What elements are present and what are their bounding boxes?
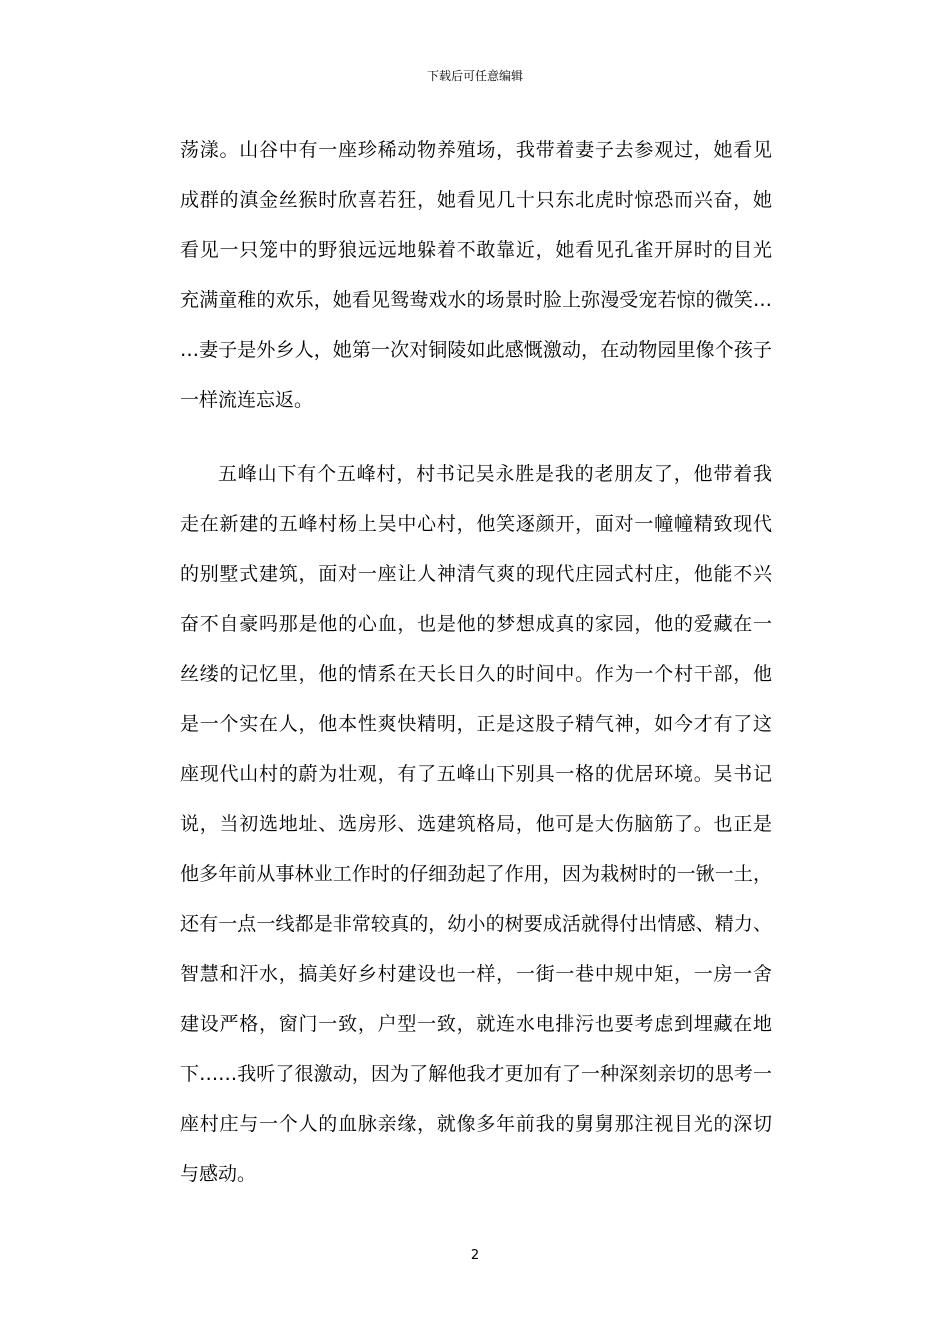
paragraph-1 — [180, 130, 772, 430]
text-line: 荡漾。山谷中有一座珍稀动物养殖场，我带着妻子去参观过，她看见 — [180, 139, 772, 161]
paragraph-spacer — [180, 430, 772, 454]
page-number: 2 — [470, 1248, 480, 1263]
text-line: 说，当初选地址、选房形、选建筑格局，他可是大伤脑筋了。也正是 — [180, 813, 772, 835]
text-line: 与感动。 — [180, 1163, 257, 1185]
text-line: 走在新建的五峰村杨上吴中心村，他笑逐颜开，面对一幢幢精致现代 — [180, 513, 772, 535]
text-line: 看见一只笼中的野狼远远地躲着不敢靠近，她看见孔雀开屏时的目光 — [180, 239, 772, 261]
text-line: 座现代山村的蔚为壮观，有了五峰山下别具一格的优居环境。吴书记 — [180, 763, 772, 785]
text-line: 座村庄与一个人的血脉亲缘，就像多年前我的舅舅那注视目光的深切 — [180, 1113, 772, 1135]
text-line: 下……我听了很激动，因为了解他我才更加有了一种深刻亲切的思考一 — [180, 1063, 772, 1085]
text-line: 还有一点一线都是非常较真的，幼小的树要成活就得付出情感、精力、 — [180, 913, 772, 935]
text-line: 一样流连忘返。 — [180, 389, 314, 411]
text-line: 五峰山下有个五峰村，村书记吴永胜是我的老朋友了，他带着我 — [218, 463, 772, 485]
page-header: 下载后可任意编辑 — [426, 69, 523, 83]
text-line: 是一个实在人，他本性爽快精明，正是这股子精气神，如今才有了这 — [180, 713, 772, 735]
text-line: 奋不自豪吗那是他的心血，也是他的梦想成真的家园，他的爱藏在一 — [180, 613, 772, 635]
document-body — [180, 130, 772, 1204]
text-line: 他多年前从事林业工作时的仔细劲起了作用，因为栽树时的一锹一土， — [180, 863, 772, 885]
paragraph-2 — [180, 454, 772, 1204]
text-line: 建设严格，窗门一致，户型一致，就连水电排污也要考虑到埋藏在地 — [180, 1013, 772, 1035]
text-line: 智慧和汗水，搞美好乡村建设也一样，一街一巷中规中矩，一房一舍 — [180, 963, 772, 985]
text-line: 的别墅式建筑，面对一座让人神清气爽的现代庄园式村庄，他能不兴 — [180, 563, 772, 585]
text-line: 丝缕的记忆里，他的情系在天长日久的时间中。作为一个村干部，他 — [180, 663, 772, 685]
text-line: 成群的滇金丝猴时欣喜若狂，她看见几十只东北虎时惊恐而兴奋，她 — [180, 189, 772, 211]
text-line: 充满童稚的欢乐，她看见鸳鸯戏水的场景时脸上弥漫受宠若惊的微笑… — [180, 289, 772, 311]
text-line: …妻子是外乡人，她第一次对铜陵如此感慨激动，在动物园里像个孩子 — [180, 339, 772, 361]
